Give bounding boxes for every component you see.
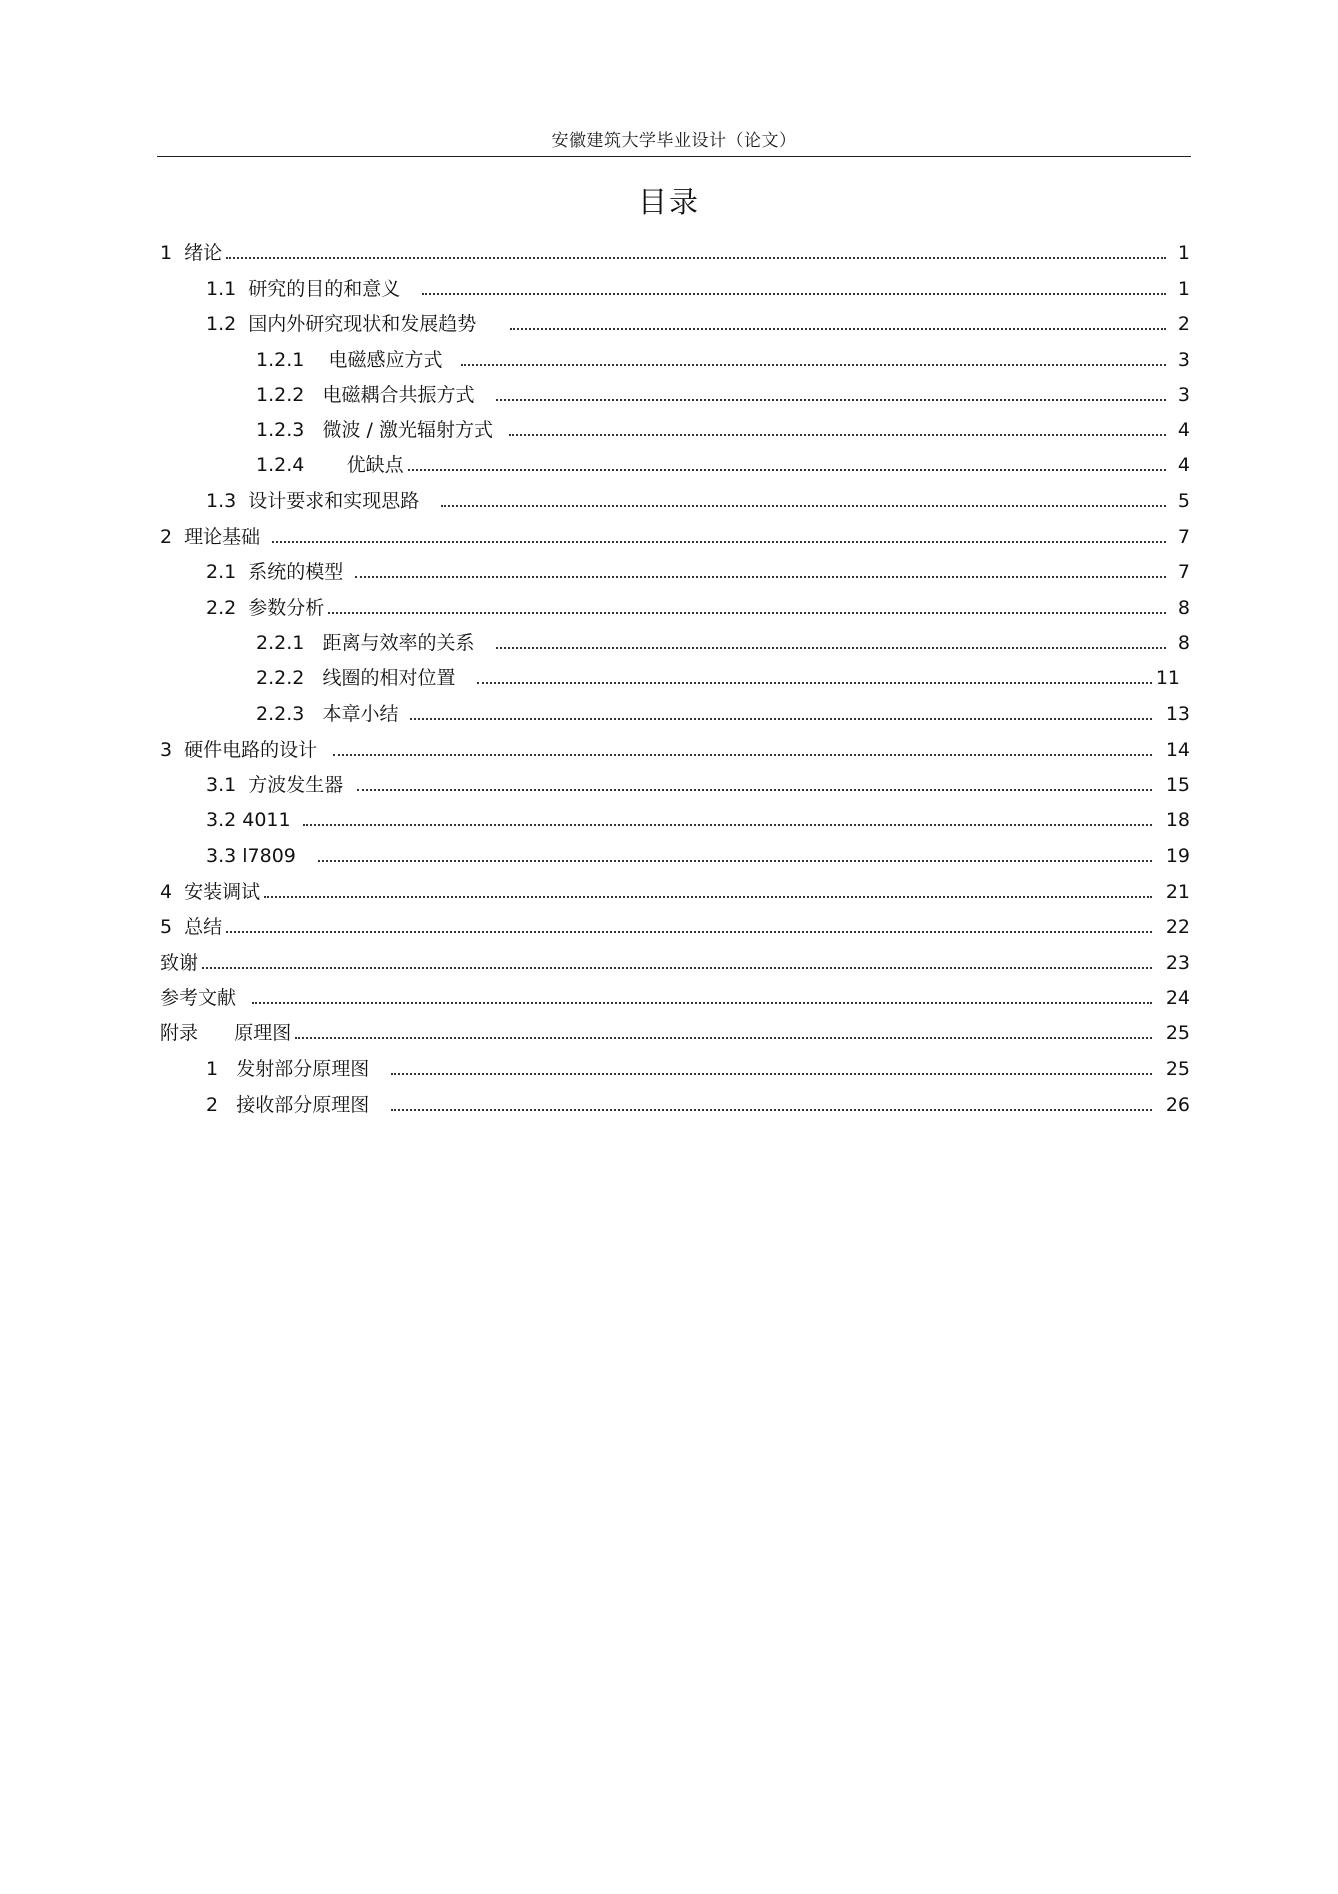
toc-entry[interactable]: [160, 913, 1190, 939]
toc-entry-label: 2.2.3 本章小结: [256, 703, 399, 725]
toc-entry-page: 7: [1177, 561, 1190, 583]
toc-entry-label: 4 安装调试: [160, 881, 261, 903]
toc-leader-dots: [509, 434, 1166, 436]
toc-leader-dots: [226, 931, 1152, 933]
toc-leader-dots: [202, 967, 1152, 969]
toc-entry[interactable]: [206, 842, 1190, 868]
toc-leader-dots: [355, 576, 1166, 578]
toc-entry[interactable]: [256, 451, 1190, 477]
toc-entry-page: 8: [1177, 632, 1190, 654]
toc-entry-page: 3: [1177, 349, 1190, 371]
toc-entry-label: 2.2.1 距离与效率的关系: [256, 632, 475, 654]
toc-leader-dots: [264, 896, 1152, 898]
toc-leader-dots: [408, 469, 1166, 471]
toc-entry[interactable]: [206, 594, 1190, 620]
toc-entry[interactable]: [256, 416, 1190, 442]
toc-entry-page: 3: [1177, 384, 1190, 406]
toc-leader-dots: [328, 612, 1166, 614]
toc-entry-page: 2: [1177, 313, 1190, 335]
toc-entry-label: 1.2.3 微波 / 激光辐射方式: [256, 419, 493, 441]
toc-entry[interactable]: [206, 310, 1190, 336]
toc-entry-label: 2 接收部分原理图: [206, 1094, 370, 1116]
toc-entry[interactable]: [206, 558, 1190, 584]
toc-entry[interactable]: [256, 664, 1180, 690]
toc-entry-label: 2 理论基础: [160, 526, 261, 548]
toc-leader-dots: [357, 789, 1152, 791]
toc-entry-label: 3 硬件电路的设计: [160, 739, 318, 761]
toc-entry-label: 3.3 l7809: [206, 845, 296, 867]
toc-leader-dots: [422, 293, 1166, 295]
toc-entry[interactable]: [160, 523, 1190, 549]
toc-leader-dots: [272, 541, 1166, 543]
toc-entry[interactable]: [256, 346, 1190, 372]
toc-entry-label: 1.1 研究的目的和意义: [206, 278, 401, 300]
toc-entry[interactable]: [256, 700, 1190, 726]
toc-entry-label: 1 绪论: [160, 242, 223, 264]
toc-leader-dots: [252, 1002, 1152, 1004]
toc-leader-dots: [391, 1073, 1152, 1075]
toc-entry-page: 5: [1177, 490, 1190, 512]
toc-entry-label: 1.2.2 电磁耦合共振方式: [256, 384, 475, 406]
toc-leader-dots: [461, 364, 1166, 366]
toc-entry[interactable]: [206, 1055, 1190, 1081]
toc-entry-page: 14: [1165, 739, 1190, 761]
toc-entry-label: 3.2 4011: [206, 809, 291, 831]
toc-entry-page: 26: [1165, 1094, 1190, 1116]
toc-entry-page: 8: [1177, 597, 1190, 619]
toc-entry-page: 1: [1177, 242, 1190, 264]
toc-entry-label: 2.2.2 线圈的相对位置: [256, 667, 456, 689]
toc-entry[interactable]: [256, 381, 1190, 407]
toc-entry[interactable]: [160, 878, 1190, 904]
toc-entry[interactable]: [206, 487, 1190, 513]
toc-entry-label: 1.2.1 电磁感应方式: [256, 349, 443, 371]
toc-entry-page: 7: [1177, 526, 1190, 548]
toc-entry-page: 23: [1165, 952, 1190, 974]
toc-entry-page: 15: [1165, 774, 1190, 796]
toc-leader-dots: [318, 860, 1152, 862]
toc-entry-page: 25: [1165, 1058, 1190, 1080]
toc-entry[interactable]: [256, 629, 1190, 655]
toc-entry[interactable]: [206, 771, 1190, 797]
toc-entry[interactable]: [206, 275, 1190, 301]
toc-entry-page: 1: [1177, 278, 1190, 300]
toc-entry-label: 1 发射部分原理图: [206, 1058, 370, 1080]
toc-leader-dots: [391, 1109, 1152, 1111]
toc-leader-dots: [226, 257, 1166, 259]
toc-entry-page: 22: [1165, 916, 1190, 938]
toc-entry-page: 4: [1177, 454, 1190, 476]
toc-entry-label: 参考文献: [160, 987, 237, 1009]
toc-leader-dots: [496, 399, 1166, 401]
toc-entry-page: 19: [1165, 845, 1190, 867]
toc-entry[interactable]: [160, 239, 1190, 265]
toc-entry-label: 致谢: [160, 952, 199, 974]
toc-entry-page: 21: [1165, 881, 1190, 903]
toc-entry-label: 3.1 方波发生器: [206, 774, 344, 796]
toc-entry-page: 13: [1165, 703, 1190, 725]
toc-entry-page: 25: [1165, 1022, 1190, 1044]
header-title: 安徽建筑大学毕业设计（论文）: [551, 131, 797, 151]
toc-entry-page: 18: [1165, 809, 1190, 831]
toc-entry[interactable]: [160, 949, 1190, 975]
toc-entry[interactable]: [160, 1019, 1190, 1045]
toc-entry[interactable]: [206, 1091, 1190, 1117]
toc-heading: 目录: [637, 185, 700, 219]
toc-entry-label: 1.2 国内外研究现状和发展趋势: [206, 313, 477, 335]
toc-leader-dots: [496, 647, 1166, 649]
toc-leader-dots: [441, 505, 1166, 507]
toc-entry-label: 2.1 系统的模型: [206, 561, 344, 583]
toc-leader-dots: [303, 824, 1152, 826]
toc-leader-dots: [477, 682, 1151, 684]
toc-leader-dots: [510, 328, 1166, 330]
toc-entry-page: 24: [1165, 987, 1190, 1009]
toc-leader-dots: [333, 754, 1152, 756]
toc-entry-label: 2.2 参数分析: [206, 597, 325, 619]
toc-entry-label: 附录 原理图: [160, 1022, 292, 1044]
toc-leader-dots: [410, 718, 1151, 720]
toc-entry-label: 5 总结: [160, 916, 223, 938]
toc-entry[interactable]: [160, 736, 1190, 762]
toc-entry-page: 4: [1177, 419, 1190, 441]
toc-entry[interactable]: [160, 984, 1190, 1010]
toc-entry[interactable]: [206, 806, 1190, 832]
toc-entry-label: 1.2.4 优缺点: [256, 454, 404, 476]
toc-leader-dots: [295, 1037, 1152, 1039]
toc-entry-label: 1.3 设计要求和实现思路: [206, 490, 420, 512]
toc-entry-page: 11: [1155, 667, 1180, 689]
